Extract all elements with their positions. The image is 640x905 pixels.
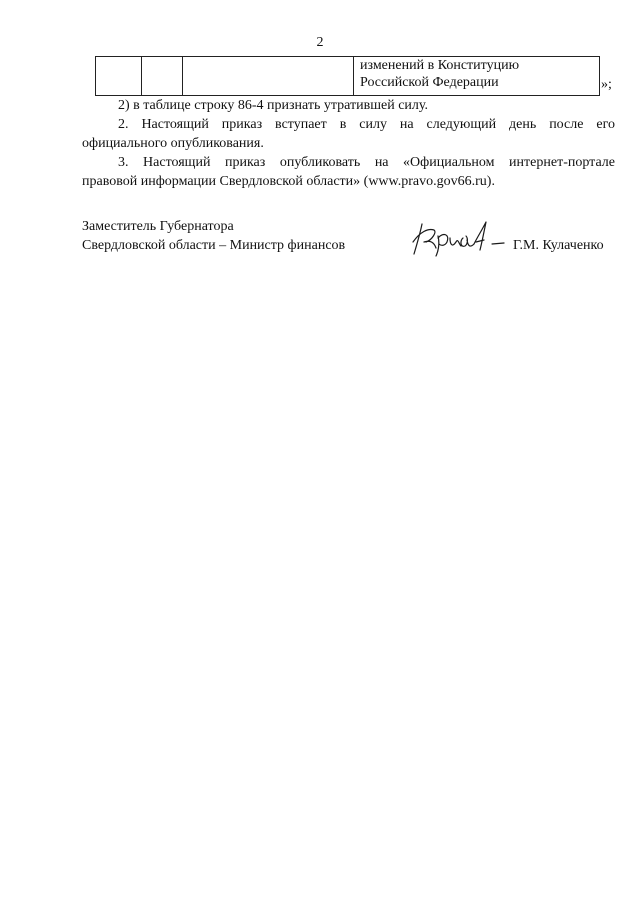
paragraph-item-2: 2) в таблице строку 86-4 признать утратившей силу. bbox=[118, 98, 429, 113]
table-cell-line-2: Российской Федерации bbox=[360, 75, 499, 90]
signatory-position-line-1: Заместитель Губернатора bbox=[82, 219, 234, 234]
handwritten-signature bbox=[410, 218, 510, 260]
table-cell-text bbox=[354, 57, 600, 96]
table-cell-empty-1 bbox=[96, 57, 142, 96]
paragraph-point-3-line-2: правовой информации Свердловской области» (www.pravo.gov66.ru). bbox=[82, 174, 495, 189]
paragraph-point-2-line-2: официального опубликования. bbox=[82, 136, 264, 151]
paragraph-point-2-line-1: 2. Настоящий приказ вступает в силу на следующий день после его bbox=[118, 117, 615, 132]
table-cell-line-1: изменений в Конституцию bbox=[360, 58, 520, 73]
table-cell-empty-2 bbox=[142, 57, 183, 96]
table-closing-quote: »; bbox=[601, 77, 612, 92]
table-cell-empty-3 bbox=[183, 57, 354, 96]
table-row bbox=[96, 57, 600, 96]
page-number: 2 bbox=[316, 35, 324, 50]
signatory-name: Г.М. Кулаченко bbox=[513, 238, 604, 253]
signatory-position-line-2: Свердловской области – Министр финансов bbox=[82, 238, 346, 253]
table-fragment bbox=[95, 56, 600, 96]
paragraph-point-2 bbox=[82, 115, 615, 134]
signatory-position bbox=[82, 217, 345, 255]
paragraph-point-3 bbox=[82, 153, 615, 172]
paragraph-point-3-line-1: 3. Настоящий приказ опубликовать на «Официальном интернет-портале bbox=[118, 155, 615, 170]
